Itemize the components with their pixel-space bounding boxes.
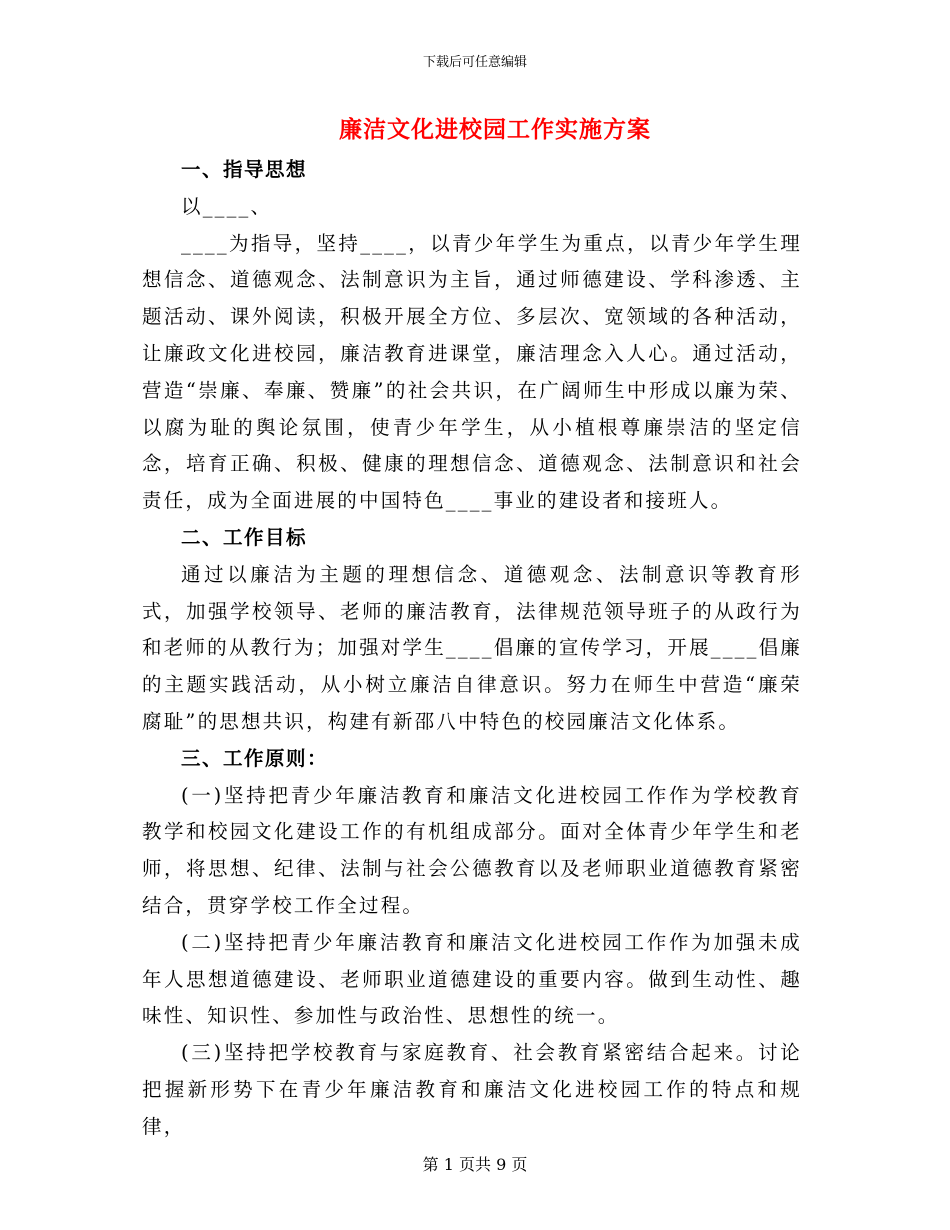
section-heading: 一、指导思想 [181,158,308,181]
paragraph: (一)坚持把青少年廉洁教育和廉洁文化进校园工作作为学校教育教学和校园文化建设工作的有机组成部分。面对全体青少年学生和老师，将思想、纪律、法制与社会公德教育以及老师职业道德教育紧密结合，贯穿学校工作全过程。 [142,783,802,917]
paragraph: ____为指导，坚持____，以青少年学生为重点，以青少年学生理想信念、道德观念、法制意识为主旨，通过师德建设、学科渗透、主题活动、课外阅读，积极开展全方位、多层次、宽领域的各种活动，让廉政文化进校园，廉洁教育进课堂，廉洁理念入人心。通过活动，营造“崇廉、奉廉、赞廉”的社会共识，在广阔师生中形成以廉为荣、以腐为耻的舆论氛围，使青少年学生，从小植根尊廉崇洁的坚定信念，培育正确、积极、健康的理想信念、道德观念、法制意识和社会责任，成为全面进展的中国特色____事业的建设者和接班人。 [142,231,802,513]
document-title: 廉洁文化进校园工作实施方案 [339,116,651,143]
paragraph: 以____、 [181,194,273,218]
paragraph: (三)坚持把学校教育与家庭教育、社会教育紧密结合起来。讨论把握新形势下在青少年廉洁教育和廉洁文化进校园工作的特点和规律， [142,1041,802,1138]
document-body [142,152,802,1146]
header-note: 下载后可任意编辑 [422,55,527,70]
section-heading: 二、工作目标 [181,525,308,549]
paragraph: 通过以廉洁为主题的理想信念、道德观念、法制意识等教育形式，加强学校领导、老师的廉洁教育，法律规范领导班子的从政行为和老师的从教行为；加强对学生____倡廉的宣传学习，开展____倡廉的主题实践活动，从小树立廉洁自律意识。努力在师生中营造“廉荣腐耻”的思想共识，构建有新邵八中特色的校园廉洁文化体系。 [142,562,802,733]
page-number: 第 1 页共 9 页 [422,1155,528,1174]
section-heading: 三、工作原则： [181,746,329,770]
paragraph: (二)坚持把青少年廉洁教育和廉洁文化进校园工作作为加强未成年人思想道德建设、老师职业道德建设的重要内容。做到生动性、趣味性、知识性、参加性与政治性、思想性的统一。 [142,930,802,1028]
